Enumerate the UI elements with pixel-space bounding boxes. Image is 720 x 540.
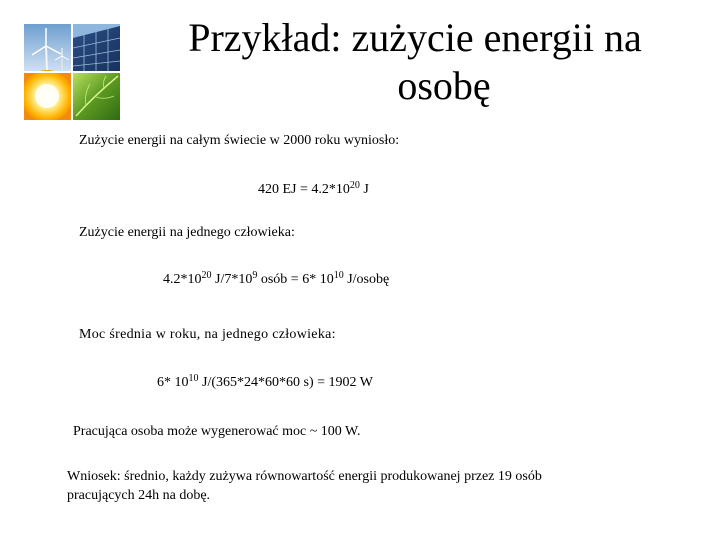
- formula-exponent: 10: [188, 373, 199, 384]
- average-power-text: Moc średnia w roku, na jednego człowieka:: [79, 327, 336, 342]
- formula-exponent: 20: [349, 180, 360, 191]
- formula-part: 420 EJ = 4.2*10: [258, 182, 350, 197]
- conclusion-line-2: pracujących 24h na dobę.: [67, 488, 211, 503]
- world-energy-formula: [258, 181, 369, 199]
- formula-part: J/(365*24*60*60 s) = 1902 W: [198, 375, 373, 390]
- conclusion-line-1: Wniosek: średnio, każdy zużywa równowartość energii produkowanej przez 19 osób: [67, 469, 542, 484]
- solar-panel-icon: [73, 24, 120, 71]
- formula-exponent: 20: [201, 270, 212, 281]
- formula-part: 4.2*10: [163, 272, 202, 287]
- formula-exponent: 9: [252, 270, 258, 281]
- leaf-icon: [73, 73, 120, 120]
- per-person-energy-text: Zużycie energii na jednego człowieka:: [79, 225, 295, 240]
- human-power-text: Pracująca osoba może wygenerować moc ~ 100 W.: [73, 424, 361, 439]
- sun-icon: [24, 70, 73, 120]
- slide-title: [130, 14, 700, 110]
- wind-turbine-icon: [24, 24, 71, 71]
- title-line-1: Przykład: zużycie energii na: [188, 15, 642, 60]
- formula-part: osób = 6* 10: [257, 272, 334, 287]
- per-person-energy-formula: [163, 271, 389, 289]
- average-power-formula: [157, 374, 373, 392]
- formula-exponent: 10: [333, 270, 344, 281]
- formula-part: J/osobę: [343, 272, 390, 287]
- renewable-energy-logo: [24, 24, 120, 120]
- world-energy-text: Zużycie energii na całym świecie w 2000 roku wyniosło:: [79, 133, 400, 148]
- formula-part: 6* 10: [157, 375, 189, 390]
- formula-part: J: [359, 182, 369, 197]
- formula-part: J/7*10: [211, 272, 253, 287]
- title-line-2: osobę: [397, 63, 491, 108]
